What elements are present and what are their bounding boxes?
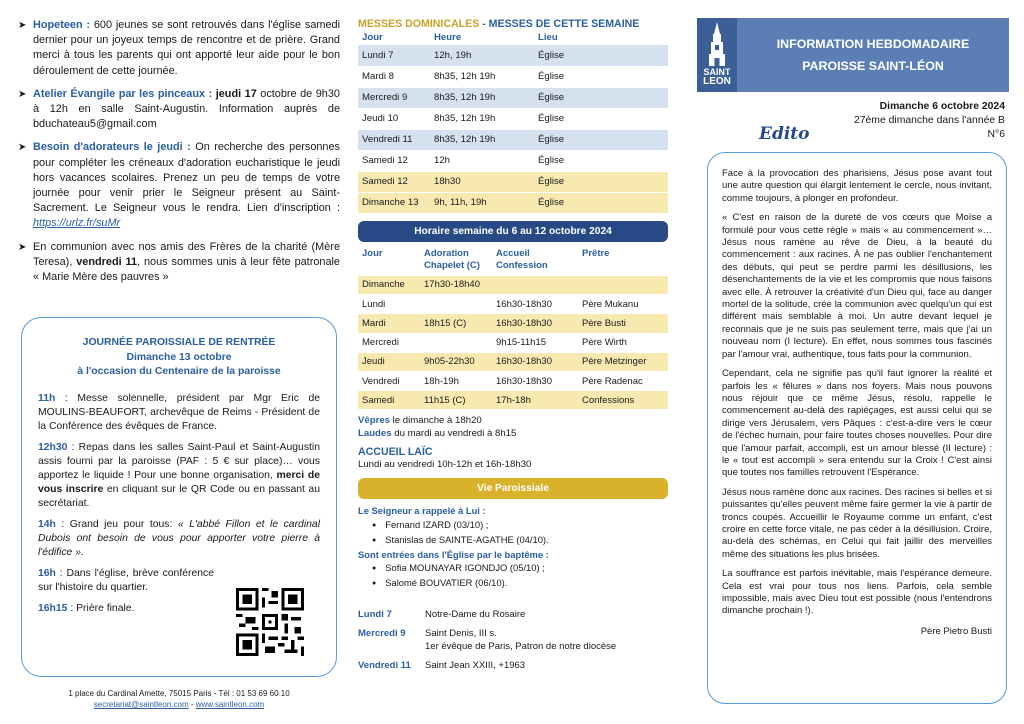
signature: Père Pietro Busti <box>920 625 992 637</box>
newsletter-header <box>697 18 1009 92</box>
deceased-list <box>358 518 668 548</box>
rentree-title: JOURNÉE PAROISSIALE DE RENTRÉE <box>82 337 276 348</box>
table-cell: Père Wirth <box>578 333 668 352</box>
table-row <box>358 108 668 129</box>
table-cell: Lundi 7 <box>358 45 430 66</box>
list-item: ● Fernand IZARD (03/10) ; <box>372 518 668 533</box>
table-row <box>358 87 668 108</box>
table-cell: Père Mukanu <box>578 295 668 314</box>
table-header: Jour Adoration Chapelet (C) Accueil Confession Prêtre <box>362 247 610 271</box>
table-cell: Jeudi <box>358 352 420 371</box>
issue-number: N°6 <box>987 129 1005 140</box>
church-tower-icon <box>697 20 737 68</box>
table-cell: Église <box>534 87 668 108</box>
address: 1 place du Cardinal Amette, 75015 Paris - Tél : 01 53 69 60 10 <box>68 689 290 698</box>
news-item: ➤ Hopeteen : 600 jeunes se sont retrouvés dans l'église samedi dernier pour un joyeux temps de rencontre et de prière. Grand merci à tous les parents qui ont apporté leur aide pour le bon déroulement de cette journée. <box>18 19 340 77</box>
table-cell: Vendredi 11 <box>358 129 430 150</box>
table-row <box>358 129 668 150</box>
saint-row: Vendredi 11 Saint Jean XXIII, +1963 <box>358 659 526 671</box>
table-cell: 12h, 19h <box>430 45 534 66</box>
vie-banner: Vie Paroissiale <box>358 478 668 499</box>
table-cell: Église <box>534 108 668 129</box>
hours-table <box>358 242 668 411</box>
news-item: ➤ En communion avec nos amis des Frères de la charité (Mère Teresa), vendredi 11, nous sommes unis à leur fête patronale « Marie Mère des pauvres » <box>18 240 340 284</box>
table-cell: Mardi <box>358 314 420 333</box>
table-cell: 17h-18h <box>492 391 578 410</box>
table-cell: 8h35, 12h 19h <box>430 87 534 108</box>
masses-title: MESSES DOMINICALES - MESSES DE CETTE SEMAINE <box>358 18 640 30</box>
program-item: 11h : Messe solennelle, président par Mgr Eric de MOULINS-BEAUFORT, archevêque de Reims - Président de la Conférence des évêques de France. <box>38 392 320 432</box>
arrow-icon: ➤ <box>18 241 27 253</box>
masses-table <box>358 30 668 214</box>
saint-row: Mercredi 9 Saint Denis, III s. 1er évêque de Paris, Patron de notre diocèse <box>358 627 617 652</box>
table-cell <box>492 276 578 295</box>
header-title: INFORMATION HEBDOMADAIRE PAROISSE SAINT-LÉON <box>776 37 970 73</box>
table-cell: 16h30-18h30 <box>492 314 578 333</box>
baptism-list <box>358 561 668 591</box>
saints-list <box>358 608 668 672</box>
table-cell: Église <box>534 150 668 171</box>
news-list <box>18 18 340 285</box>
table-row <box>358 171 668 192</box>
table-cell: Église <box>534 192 668 213</box>
arrow-icon: ➤ <box>18 142 27 154</box>
table-cell: 16h30-18h30 <box>492 352 578 371</box>
table-cell: Église <box>534 171 668 192</box>
edito-label: Edito <box>753 124 816 144</box>
table-cell: Père Busti <box>578 314 668 333</box>
right-column <box>697 0 1009 724</box>
table-cell: Jeudi 10 <box>358 108 430 129</box>
table-cell: Église <box>534 45 668 66</box>
table-cell: Mercredi 9 <box>358 87 430 108</box>
table-cell: 9h15-11h15 <box>492 333 578 352</box>
table-row <box>358 150 668 171</box>
table-cell: 18h-19h <box>420 371 492 390</box>
table-row <box>358 314 668 333</box>
arrow-icon: ➤ <box>18 88 27 100</box>
edito-paragraph: Cependant, cela ne signifie pas qu'il faut ignorer la réalité et parfois les « fêlures » dans nos foyers. Mais nous pouvons nous réjouir que ce même Jésus, résolu, rappelle le commencement au-delà des rapiéçages, est aussi celui qui se dirige vers Jérusalem, vers Pâques : c'est-à-dire vers le cœur de l'échec humain, pour faire toutes choses nouvelles. Pour dire que l'amour parfait, accompli, est un amour blessé (II lecture) : le « tout est accompli » sera entendu sur la Croix ! C'est ainsi que toutes nos familles retrouvent l'Espérance. <box>722 368 992 479</box>
table-cell: Vendredi <box>358 371 420 390</box>
table-cell: Samedi 12 <box>358 150 430 171</box>
saint-row: Lundi 7 Notre-Dame du Rosaire <box>358 608 526 620</box>
edito-paragraph: La souffrance est parfois inévitable, mais l'espérance demeure. Cela est vrai pour tous nos liens. Parfois, cela semble impossible, mais avec Dieu tout est possible (nous l'entendrons dimanche prochain !). <box>722 568 992 617</box>
signup-link[interactable]: https://urlz.fr/suMr <box>33 217 121 230</box>
table-cell: Samedi 12 <box>358 171 430 192</box>
table-row <box>358 276 668 295</box>
table-row <box>358 391 668 410</box>
table-cell: 9h, 11h, 19h <box>430 192 534 213</box>
table-cell: Dimanche <box>358 276 420 295</box>
middle-column <box>358 0 668 724</box>
qr-code-icon[interactable] <box>236 588 304 656</box>
table-cell: 9h05-22h30 <box>420 352 492 371</box>
table-cell: Père Metzinger <box>578 352 668 371</box>
table-cell <box>420 295 492 314</box>
offices: Vêpres le dimanche à 18h20 Laudes du mardi au vendredi à 8h15 <box>358 415 517 440</box>
footer: 1 place du Cardinal Amette, 75015 Paris - Tél : 01 53 69 60 10 secretariat@saintleon.com - www.saintleon.com <box>18 688 340 710</box>
website-link[interactable]: www.saintleon.com <box>195 700 265 709</box>
table-cell: Samedi <box>358 391 420 410</box>
table-cell: 16h30-18h30 <box>492 295 578 314</box>
program-item: 16h : Dans l'église, brève conférence sur l'histoire du quartier. <box>38 567 214 593</box>
left-column <box>18 0 340 724</box>
news-item: ➤ Besoin d'adorateurs le jeudi : On recherche des personnes pour compléter les créneaux d'adoration eucharistique le jeudi hors vacances scolaires. Prenez un peu de temps de votre journée pour venir prier le Seigneur présent au Saint-Sacrement. Le Seigneur vous le rendra. Lien d'inscription : https://urlz.fr/suMr <box>18 141 340 230</box>
hours-banner: Horaire semaine du 6 au 12 octobre 2024 <box>358 221 668 242</box>
table-cell: Dimanche 13 <box>358 192 430 213</box>
table-cell: Confessions <box>578 391 668 410</box>
rentree-box <box>21 317 337 677</box>
edito-paragraph: Jésus nous ramène donc aux racines. Des racines si belles et si puissantes qu'elles peuvent même faire germer la vie à partir de troncs coupés. Accueillir le Royaume comme un enfant, c'est croire en cette force vitale, ne pas céder à la désillusion. Croire, au-delà des schémas, en Celui qui fait jaillir des merveilles même des situations les plus brisées. <box>722 486 992 560</box>
table-cell: 8h35, 12h 19h <box>430 66 534 87</box>
table-cell: 8h35, 12h 19h <box>430 129 534 150</box>
table-cell <box>578 276 668 295</box>
vie-paroissiale: Le Seigneur a rappelé à Lui : ● Fernand IZARD (03/10) ; ● Stanislas de SAINTE-AGATHE (04/10). Sont entrées dans l'Église par le baptême : ● Sofia MOUNAYAR IGONDJO (05/10) ; ● Salomé BOUVATIER (06/10). <box>358 504 668 591</box>
program-item: 14h : Grand jeu pour tous: « L'abbé Fillon et le cardinal Dubois ont besoin de vous pour apporter votre pierre à l'édifice ». <box>38 518 321 558</box>
church-logo <box>697 18 737 92</box>
program-item: 16h15 : Prière finale. <box>38 602 135 614</box>
table-cell: Père Radenac <box>578 371 668 390</box>
news-item: ➤ Atelier Évangile par les pinceaux : jeudi 17 octobre de 9h30 à 12h en salle Saint-Augustin. Information auprès de bduchateau5@gmail.com <box>18 87 340 131</box>
edito-paragraph: « C'est en raison de la dureté de vos cœurs que Moïse a formulé pour vous cette règle » mais « au commencement »… Jésus nous ramène au rêve de Dieu, à la beauté du commencement : aux racines. À ne pas oublier l'enchantement des débuts, qui peut se perdre parmi les désillusions, les désenchantements de la vie et les compromis que nous faisons avec elle. À retrouver la créativité d'un Dieu qui, face au danger mortel de la solitude, crée la communion avec quelqu'un qui est différent mais semblable à moi. Un autre devant lequel je reconnais que je ne suis pas seulement terre, mais que j'ai un nouveau nom (I lecture). En effet, nous sommes tous fascinés par l'amour vrai, authentique, tous faits pour la communion. <box>722 212 992 360</box>
table-cell: 16h30-18h30 <box>492 371 578 390</box>
list-item: ● Salomé BOUVATIER (06/10). <box>372 576 668 591</box>
table-cell: Mardi 8 <box>358 66 430 87</box>
table-header: Jour Heure Lieu <box>362 32 558 43</box>
edito-paragraph: Face à la provocation des pharisiens, Jésus pose avant tout une autre question qui élargit lentement le cercle, nous invitant, comme toujours, à plonger en profondeur. <box>722 168 992 204</box>
table-cell <box>420 333 492 352</box>
table-row <box>358 295 668 314</box>
edito-box <box>707 152 1007 704</box>
table-cell: 18h15 (C) <box>420 314 492 333</box>
table-row <box>358 45 668 66</box>
table-row <box>358 333 668 352</box>
list-item: ● Sofia MOUNAYAR IGONDJO (05/10) ; <box>372 561 668 576</box>
accueil-title: ACCUEIL LAÏC <box>358 446 433 459</box>
issue-date: Dimanche 6 octobre 2024 <box>879 101 1005 112</box>
rentree-subtitle: à l'occasion du Centenaire de la paroisse <box>77 366 281 377</box>
table-row <box>358 192 668 213</box>
table-cell: 11h15 (C) <box>420 391 492 410</box>
table-cell: Église <box>534 129 668 150</box>
arrow-icon: ➤ <box>18 20 27 31</box>
logo-text: SAINT LEON <box>703 67 731 87</box>
email-link[interactable]: secretariat@saintleon.com <box>93 700 189 709</box>
table-cell: Église <box>534 66 668 87</box>
table-cell: Mercredi <box>358 333 420 352</box>
accueil-hours: Lundi au vendredi 10h-12h et 16h-18h30 <box>358 459 532 471</box>
table-cell: 12h <box>430 150 534 171</box>
table-row <box>358 66 668 87</box>
table-row <box>358 352 668 371</box>
liturgical-sunday: 27ème dimanche dans l'année B <box>853 115 1005 126</box>
table-cell: 18h30 <box>430 171 534 192</box>
rentree-date: Dimanche 13 octobre <box>126 351 232 363</box>
program-item: 12h30 : Repas dans les salles Saint-Paul et Saint-Augustin assis fourni par la paroisse (PAF : 5 € sur place)… vous apportez le liquide ! Pour une bonne organisation, merci de vous inscrire en cliquant sur le QR Code ou en passant au secrétariat. <box>38 441 320 509</box>
table-cell: 8h35, 12h 19h <box>430 108 534 129</box>
table-cell: 17h30-18h40 <box>420 276 492 295</box>
table-cell: Lundi <box>358 295 420 314</box>
list-item: ● Stanislas de SAINTE-AGATHE (04/10). <box>372 533 668 548</box>
table-row <box>358 371 668 390</box>
issue-info <box>697 100 1009 142</box>
